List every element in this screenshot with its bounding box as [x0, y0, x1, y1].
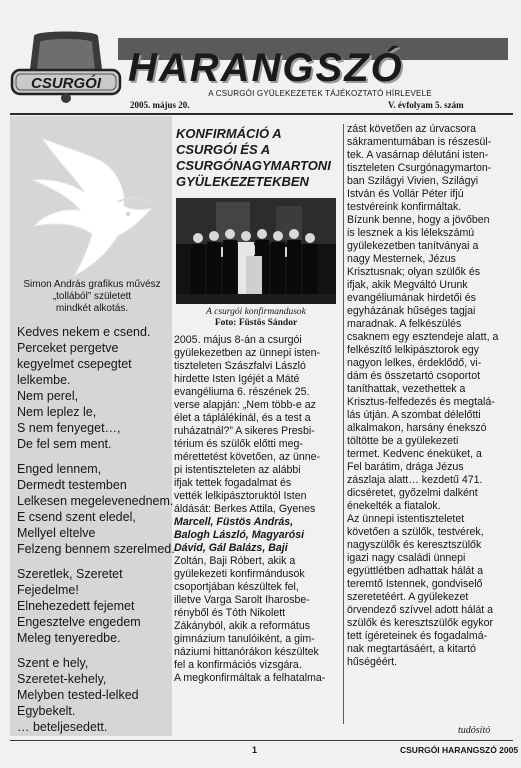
poem-line: Meleg tenyeredbe.: [17, 631, 121, 645]
body-line: Balogh László, Magyarósi: [174, 529, 305, 541]
headline-line: CSURGÓI ÉS A: [176, 142, 271, 157]
masthead-rule: [10, 113, 513, 115]
body-line: hirdette Isten Igéjét a Máté: [174, 373, 300, 385]
body-line: dám és összetartó csoportot: [347, 370, 481, 382]
poem-line: De fel sem ment.: [17, 437, 112, 451]
body-line: Dávid, Gál Balázs, Baji: [174, 542, 288, 554]
poem-line: Egybekelt.: [17, 704, 76, 718]
dove-illustration-icon: [22, 130, 162, 282]
body-line: 2005. május 8-án a csurgói: [174, 334, 302, 346]
body-line: pi istentiszteleten az alábbi: [174, 464, 301, 476]
body-line: térium és szülők előtti meg-: [174, 438, 303, 450]
body-line: evangéliuma 6. részének 25.: [174, 386, 310, 398]
poem-line: Enged lennem,: [17, 462, 102, 476]
body-line: náziumi hittanórákon készültek: [174, 646, 319, 658]
body-line: csaknem egy esztendeje alatt, a: [347, 331, 499, 343]
body-line: maradnak. A felkészülés: [347, 318, 462, 330]
body-line: tiszteleten Szászfalvi László: [174, 360, 306, 372]
body-line: Fel barátim, drága Jézus: [347, 461, 464, 473]
illustration-caption: [14, 279, 170, 315]
poem-line: Elnehezedett fejemet: [17, 599, 135, 613]
poem-line: Lelkesen megelevenednem.: [17, 494, 174, 508]
issue-volume: V. évfolyam 5. szám: [388, 100, 464, 110]
body-line: vették lelkipásztoruktól Isten: [174, 490, 307, 502]
poem-line: Szeretet-kehely,: [17, 672, 107, 686]
poem-line: Mellyel eltelve: [17, 526, 96, 540]
body-line: Zoltán, Baji Róbert, akik a: [174, 555, 296, 567]
body-line: rényből és Tóth Nikolett: [174, 607, 286, 619]
body-line: Krisztusnak; olyan szülők és: [347, 266, 481, 278]
body-line: tek. A vasárnap délutáni isten-: [347, 149, 489, 161]
body-line: szeretetéért. A gyülekezet: [347, 591, 469, 603]
body-line: mérettetést követően, az ünne-: [174, 451, 321, 463]
masthead-subtitle: A CSURGÓI GYÜLEKEZETEK TÁJÉKOZTATÓ HÍRLEVELE: [208, 89, 432, 98]
body-line: hűségéért.: [347, 656, 398, 668]
body-line: teremtő Istennek, gondviselő: [347, 578, 483, 590]
poem-line: Szent e hely,: [17, 656, 89, 670]
headline-line: GYÜLEKEZETEKBEN: [176, 174, 309, 189]
confirmands-photo: [176, 198, 336, 304]
caption-line: mindkét alkotás.: [55, 303, 129, 314]
bell-logo-icon: [10, 28, 122, 106]
page-number: 1: [252, 745, 258, 755]
body-line: csoportjában készültek fel,: [174, 581, 299, 593]
poem-line: S nem fenyeget…,: [17, 421, 121, 435]
body-line: tiszteleten Csurgónagymarton-: [347, 162, 492, 174]
body-line: ban Szilágyi Vivien, Szilágyi: [347, 175, 479, 187]
poem-line: Felzeng bennem szerelmed.: [17, 542, 175, 556]
body-line: követően a szülők, testvérek,: [347, 526, 484, 538]
body-line: áldását: Berkes Attila, Gyenes: [174, 503, 316, 515]
article-body-column-1: [174, 334, 340, 685]
body-line: egyházának hűséges tagjai: [347, 305, 476, 317]
body-line: szülők és keresztszülők egykor: [347, 617, 494, 629]
masthead-title: HARANGSZÓ: [128, 46, 404, 90]
body-line: örvendező szívvel adott hálát a: [347, 604, 494, 616]
body-line: testvéreink konfirmáltak.: [347, 201, 462, 213]
body-line: ruházatnál?” A sikeres Presbi-: [174, 425, 315, 437]
issue-date: 2005. május 20.: [130, 100, 190, 110]
poem-line: Nem leplez le,: [17, 405, 97, 419]
body-line: együttlétben adhattak hálát a: [347, 565, 484, 577]
poem-line: Fejedelme!: [17, 583, 79, 597]
body-line: fel a konfirmációs vizsgára.: [174, 659, 302, 671]
logo-wordmark: CSURGÓI: [30, 75, 102, 92]
poem-line: Perceket pergetve: [17, 341, 119, 355]
body-line: A megkonfirmáltak a felhatalma-: [174, 672, 326, 684]
headline-line: KONFIRMÁCIÓ A: [176, 126, 282, 141]
body-line: evangéliumának hirdetői és: [347, 292, 476, 304]
headline-line: CSURGÓNAGYMARTONI: [176, 158, 331, 173]
body-line: zászlaja alatt… kezdetű 471.: [347, 474, 483, 486]
poem-line: E csend szent eledel,: [17, 510, 136, 524]
caption-line: Simon András grafikus művész: [23, 279, 161, 290]
poem-stanza-4: [17, 655, 173, 735]
poem-stanza-1: [17, 324, 173, 452]
body-line: István és Vollár Péter ifjú: [347, 188, 464, 200]
poem-line: kegyelmet csepegtet: [17, 357, 132, 371]
photo-caption-text: A csurgói konfirmandusok: [206, 307, 306, 317]
body-line: gyülekezetben tanítványai a: [347, 240, 479, 252]
poem-line: Szeretlek, Szeretet: [17, 567, 123, 581]
body-line: Az ünnepi istentiszteletet: [347, 513, 465, 525]
body-line: nagyon lelkes, érdeklődő, vi-: [347, 357, 482, 369]
body-line: tett ígéreteinek és fogadalmá-: [347, 630, 488, 642]
poem-line: Dermedt testemben: [17, 478, 127, 492]
poem-line: lelkembe.: [17, 373, 71, 387]
body-line: gimnázium tanulóiként, a gim-: [174, 633, 315, 645]
body-line: igazi nagy családi ünnepi: [347, 552, 466, 564]
body-line: Bízunk benne, hogy a jövőben: [347, 214, 490, 226]
poem: [17, 324, 173, 744]
photo-caption: [176, 307, 336, 329]
body-line: nak megtartásáért, a kitartó: [347, 643, 476, 655]
body-line: nagyszülők és keresztszülők: [347, 539, 482, 551]
body-line: nagy Mesternek, Jézus: [347, 253, 456, 265]
body-line: gyülekezeti konfirmándusok: [174, 568, 305, 580]
body-line: lás útján. A szombat délelőtti: [347, 409, 481, 421]
poem-stanza-3: [17, 566, 173, 646]
body-line: ifjak tettek fogadalmat és: [174, 477, 292, 489]
body-line: taníthattak, vezethettek a: [347, 383, 466, 395]
article-body-column-2: [347, 123, 513, 669]
poem-line: Melyben tested-lelked: [17, 688, 139, 702]
footer-publication-name: CSURGÓI HARANGSZÓ 2005: [400, 745, 519, 755]
body-line: illetve Varga Sarolt Iharosbe-: [174, 594, 310, 606]
reporter-signature: tudósító: [458, 725, 491, 736]
footer-rule: [10, 740, 513, 741]
body-line: zást követően az úrvacsora: [347, 123, 476, 135]
body-line: énekelték a fiatalok.: [347, 500, 441, 512]
body-line: Zákányból, akik a református: [174, 620, 311, 632]
body-line: alkalmakon, harsány énekszó: [347, 422, 487, 434]
poem-line: Nem perel,: [17, 389, 79, 403]
body-line: Marcell, Füstös András,: [174, 516, 294, 528]
body-line: Krisztus-felfedezés és megtalá-: [347, 396, 495, 408]
caption-line: „tollából” született: [52, 291, 132, 302]
body-line: ifjak, akik Megváltó Urunk: [347, 279, 468, 291]
body-line: élet a táplálékinál, és a test a: [174, 412, 311, 424]
photo-credit: Foto: Füstös Sándor: [214, 318, 298, 328]
body-line: sákramentumában is részesül-: [347, 136, 492, 148]
body-line: gyülekezetben az ünnepi isten-: [174, 347, 321, 359]
poem-line: Engesztelve engedem: [17, 615, 141, 629]
poem-line: … beteljesedett.: [17, 720, 108, 734]
article-headline: [176, 126, 348, 190]
poem-line: Kedves nekem e csend.: [17, 325, 151, 339]
body-line: dicséretet, győzelmi dalként: [347, 487, 478, 499]
column-divider: [343, 124, 344, 724]
body-line: felkészítő lelkipásztorok egy: [347, 344, 479, 356]
body-line: verse alapján: „Nem több-e az: [174, 399, 316, 411]
body-line: termet. Kedvenc éneküket, a: [347, 448, 482, 460]
body-line: töltötte be a gyülekezeti: [347, 435, 459, 447]
body-line: is lesznek a kis lélekszámú: [347, 227, 475, 239]
poem-stanza-2: [17, 461, 173, 557]
